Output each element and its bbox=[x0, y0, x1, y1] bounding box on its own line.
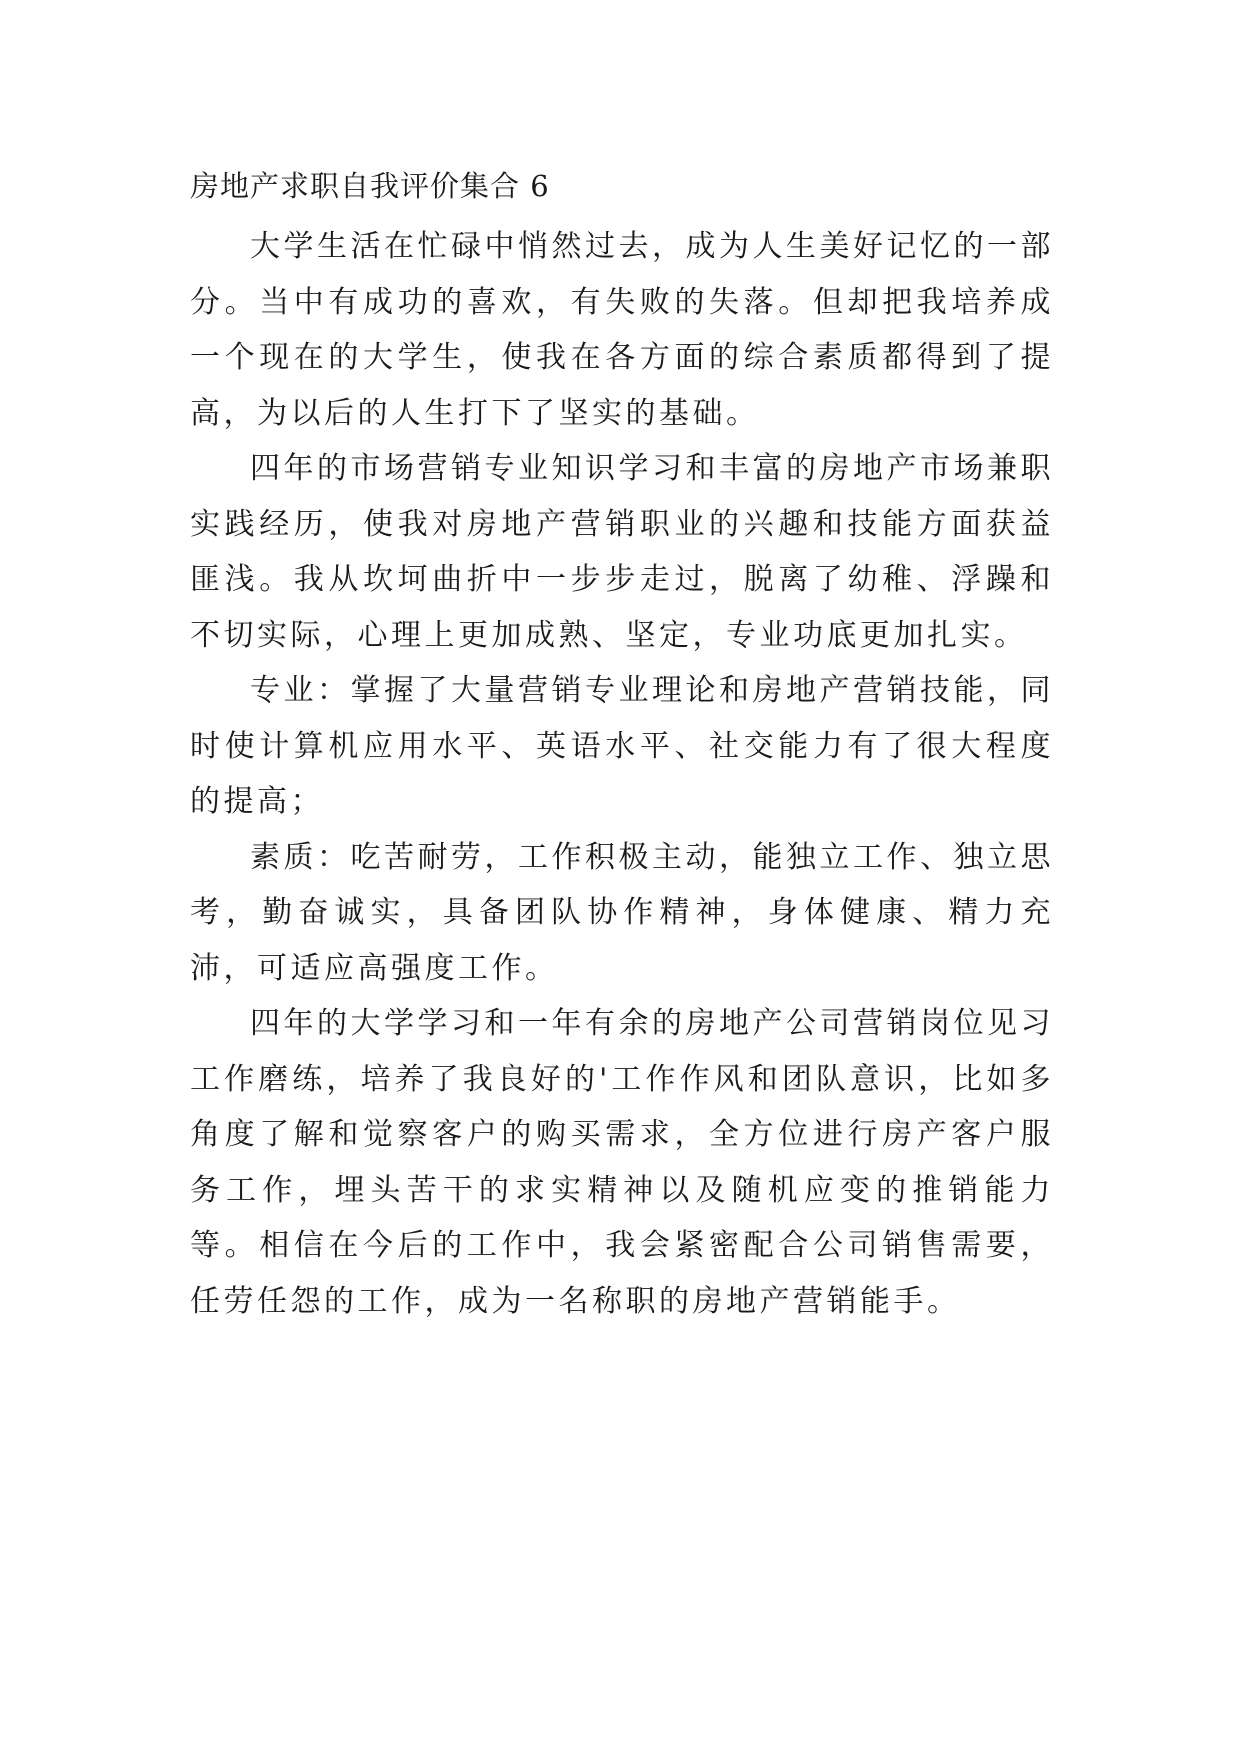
paragraph-marketing-study: 四年的市场营销专业知识学习和丰富的房地产市场兼职实践经历，使我对房地产营销职业的兴趣和技能方面获益匪浅。我从坎坷曲折中一步步走过，脱离了幼稚、浮躁和不切实际，心理上更加成熟、坚定，专业功底更加扎实。 bbox=[190, 451, 1054, 653]
document-body bbox=[190, 219, 1054, 1329]
paragraph-professional-skills: 专业：掌握了大量营销专业理论和房地产营销技能，同时使计算机应用水平、英语水平、社交能力有了很大程度的提高； bbox=[190, 673, 1054, 819]
paragraph-work-experience: 四年的大学学习和一年有余的房地产公司营销岗位见习工作磨练，培养了我良好的'工作作风和团队意识，比如多角度了解和觉察客户的购买需求，全方位进行房产客户服务工作，埋头苦干的求实精神以及随机应变的推销能力等。相信在今后的工作中，我会紧密配合公司销售需要，任劳任怨的工作，成为一名称职的房地产营销能手。 bbox=[190, 1006, 1054, 1319]
paragraph-personal-quality: 素质：吃苦耐劳，工作积极主动，能独立工作、独立思考，勤奋诚实，具备团队协作精神，身体健康、精力充沛，可适应高强度工作。 bbox=[190, 839, 1054, 986]
paragraph-university-life: 大学生活在忙碌中悄然过去，成为人生美好记忆的一部分。当中有成功的喜欢，有失败的失落。但却把我培养成一个现在的大学生，使我在各方面的综合素质都得到了提高，为以后的人生打下了坚实的基础。 bbox=[190, 229, 1054, 431]
document-title: 房地产求职自我评价集合 6 bbox=[190, 169, 550, 203]
